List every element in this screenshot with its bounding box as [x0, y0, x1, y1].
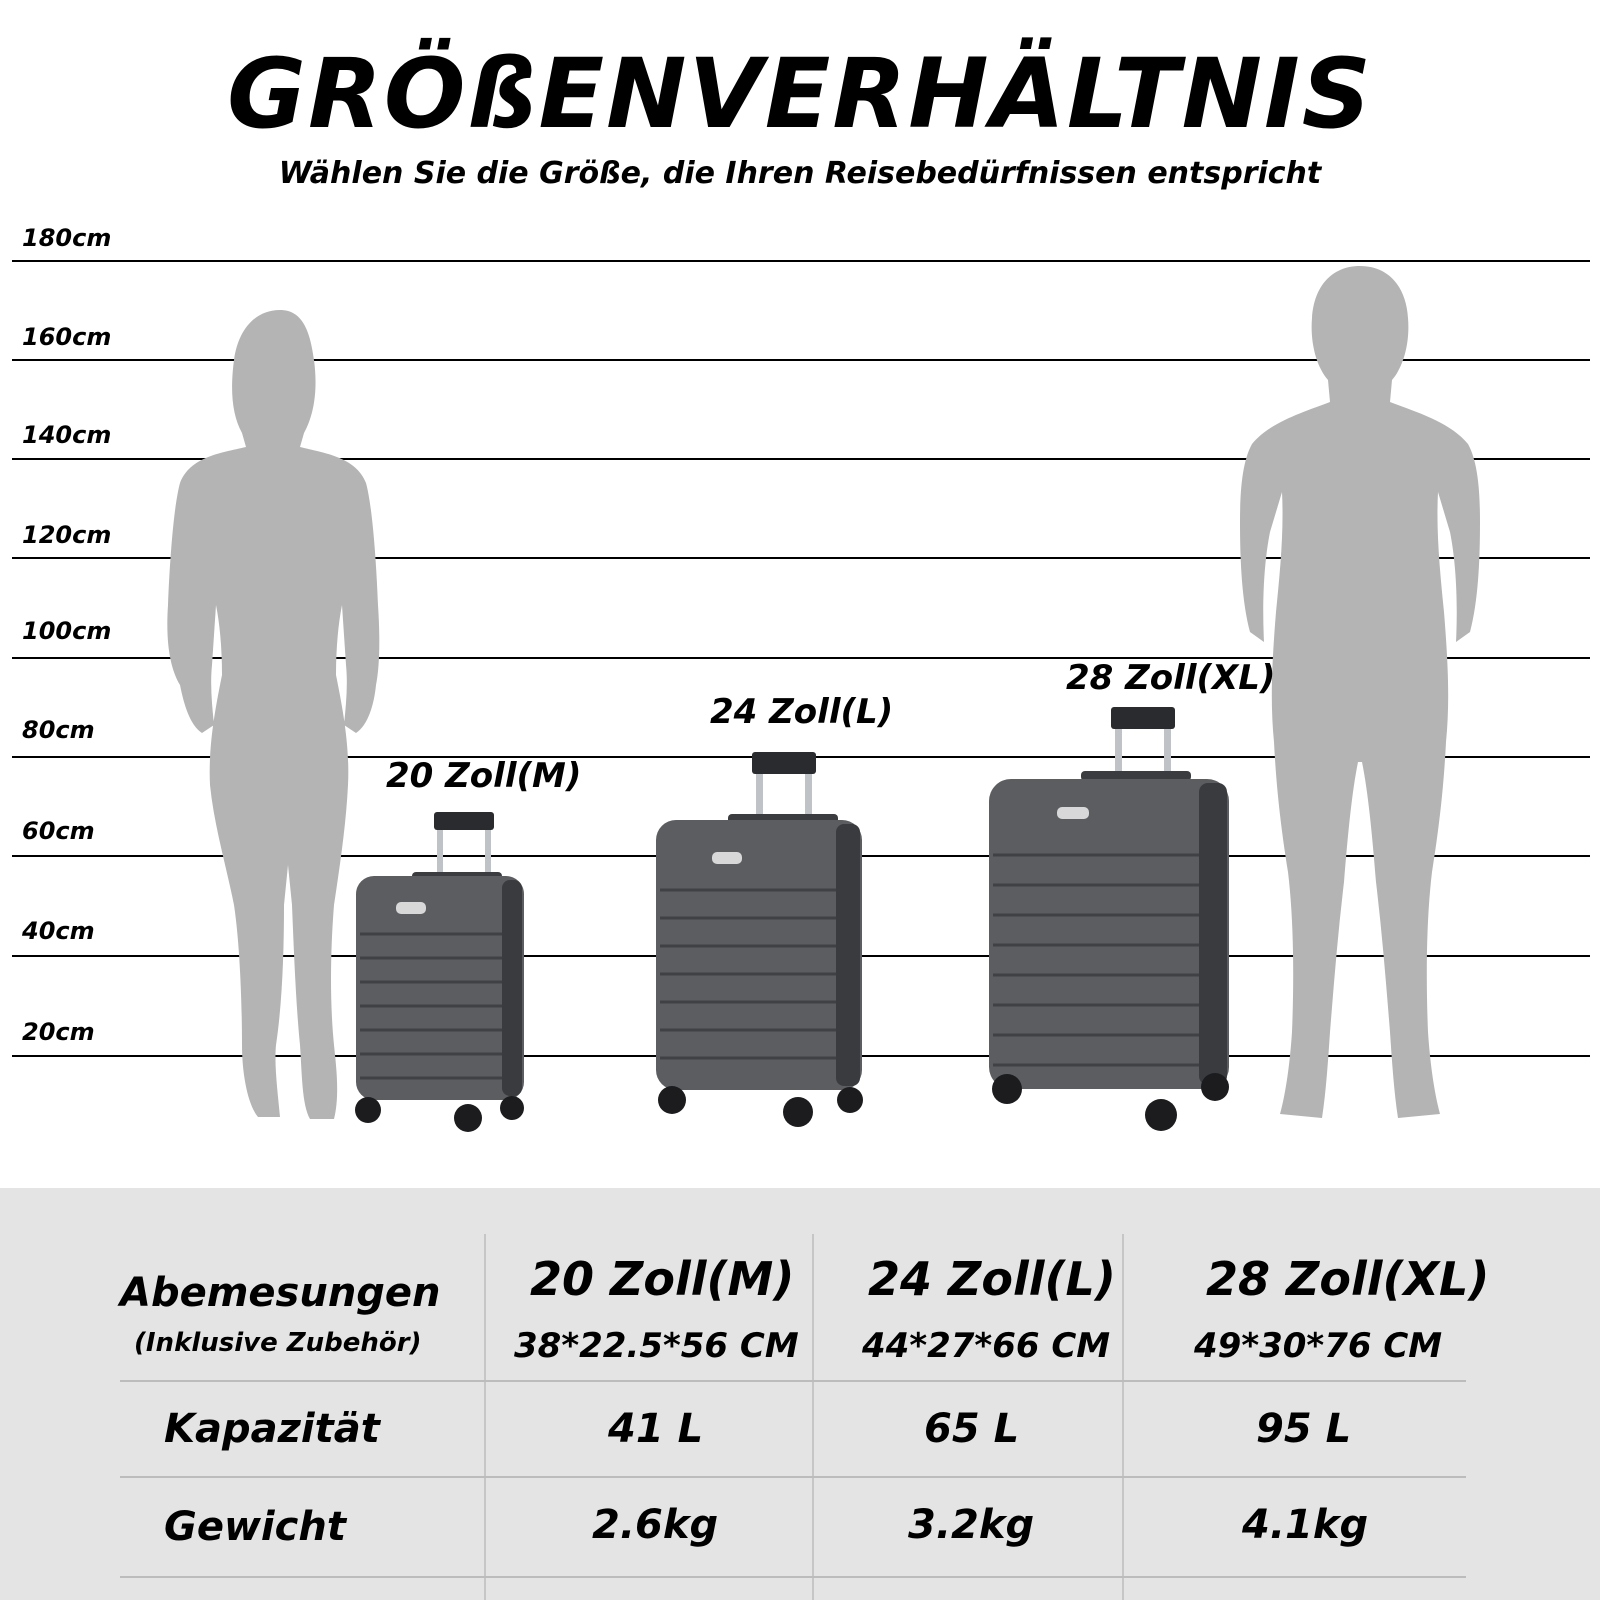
scale-label-80: 80cm [22, 716, 95, 744]
col-m-capacity: 41 L [608, 1406, 704, 1452]
dimensions-label: Abemesungen [120, 1270, 441, 1316]
woman-silhouette [160, 305, 380, 1135]
weight-label: Gewicht [164, 1504, 346, 1550]
suitcase-l [652, 750, 872, 1140]
scale-label-60: 60cm [22, 817, 95, 845]
col-m-size: 20 Zoll(M) [530, 1252, 795, 1306]
man-silhouette [1240, 262, 1480, 1142]
suitcase-l-label: 24 Zoll(L) [710, 692, 894, 732]
table-divider-2 [812, 1234, 814, 1600]
scale-label-120: 120cm [22, 521, 112, 549]
scale-label-160: 160cm [22, 323, 112, 351]
table-row-separator-2 [120, 1476, 1466, 1478]
col-xl-weight: 4.1kg [1242, 1502, 1369, 1548]
col-m-weight: 2.6kg [592, 1502, 719, 1548]
table-row-separator-3 [120, 1576, 1466, 1578]
col-xl-dimensions: 49*30*76 CM [1194, 1326, 1443, 1366]
table-row-separator-1 [120, 1380, 1466, 1382]
table-divider-3 [1122, 1234, 1124, 1600]
scale-label-40: 40cm [22, 917, 95, 945]
col-l-weight: 3.2kg [908, 1502, 1035, 1548]
suitcase-m-label: 20 Zoll(M) [386, 756, 582, 796]
col-l-size: 24 Zoll(L) [868, 1252, 1116, 1306]
scale-label-20: 20cm [22, 1018, 95, 1046]
suitcase-xl-label: 28 Zoll(XL) [1066, 658, 1276, 698]
dimensions-note: (Inklusive Zubehör) [134, 1328, 422, 1358]
col-l-dimensions: 44*27*66 CM [862, 1326, 1111, 1366]
spec-table [0, 1188, 1600, 1600]
page-title: GRÖßENVERHÄLTNIS [227, 38, 1373, 150]
scale-label-100: 100cm [22, 617, 112, 645]
suitcase-xl [985, 705, 1235, 1140]
suitcase-m [352, 810, 532, 1140]
col-xl-capacity: 95 L [1256, 1406, 1352, 1452]
table-divider-1 [484, 1234, 486, 1600]
col-l-capacity: 65 L [924, 1406, 1020, 1452]
scale-label-180: 180cm [22, 224, 112, 252]
col-m-dimensions: 38*22.5*56 CM [514, 1326, 799, 1366]
capacity-label: Kapazität [164, 1406, 380, 1452]
col-xl-size: 28 Zoll(XL) [1206, 1252, 1490, 1306]
scale-label-140: 140cm [22, 421, 112, 449]
page-subtitle: Wählen Sie die Größe, die Ihren Reisebedürfnissen entspricht [278, 156, 1322, 191]
